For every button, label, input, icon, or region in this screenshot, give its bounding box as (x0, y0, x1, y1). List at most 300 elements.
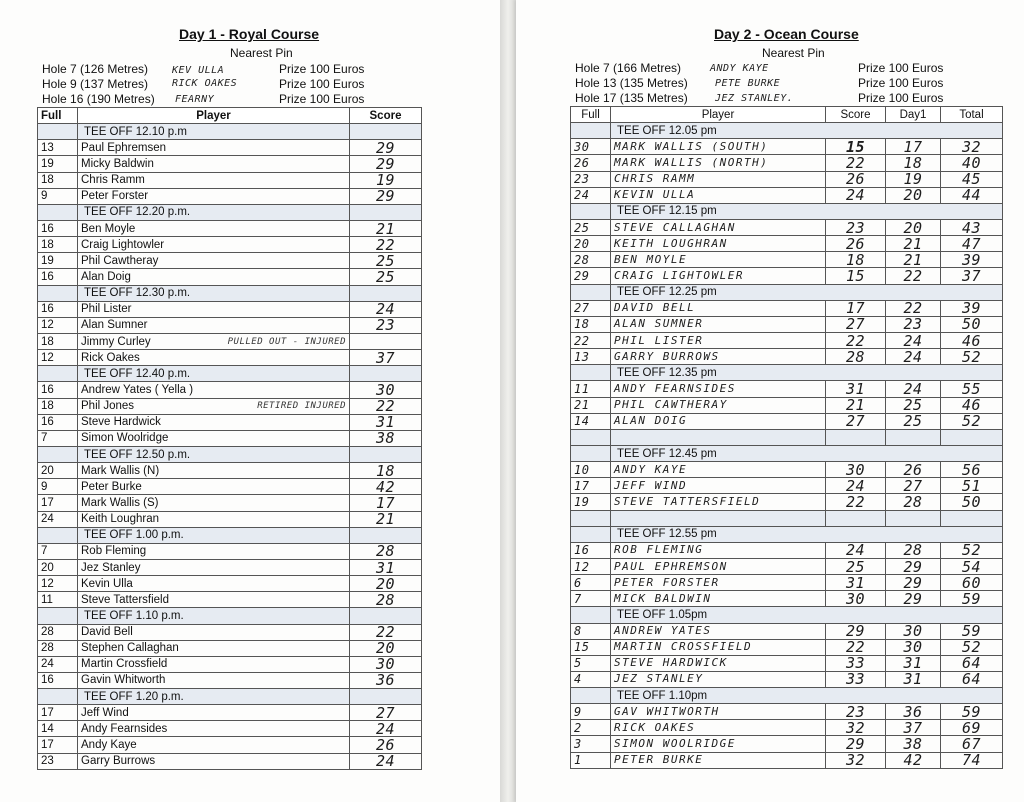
player-name: RICK OAKES (611, 720, 826, 736)
player-name: MARTIN CROSSFIELD (611, 639, 826, 655)
player-full-handicap: 12 (38, 576, 78, 592)
player-score: 27 (826, 316, 886, 332)
player-total: 44 (941, 187, 1003, 203)
player-row (571, 558, 1003, 574)
player-full-handicap: 19 (38, 156, 78, 172)
player-score: 24 (826, 542, 886, 558)
player-score: 20 (350, 576, 422, 592)
player-score: 32 (826, 752, 886, 768)
player-row (571, 462, 1003, 478)
player-day1-score: 38 (886, 736, 941, 752)
player-full-handicap: 24 (38, 656, 78, 672)
player-score (350, 333, 422, 349)
player-name: Steve Tattersfield (81, 593, 170, 606)
player-score: 27 (350, 705, 422, 721)
player-row (38, 301, 422, 317)
player-full-handicap: 30 (571, 139, 611, 155)
player-name: GAV WHITWORTH (611, 704, 826, 720)
player-day1-score: 30 (886, 639, 941, 655)
pin-hole: Hole 7 (166 Metres) (575, 61, 682, 75)
player-name-cell (78, 317, 350, 333)
player-score: 24 (350, 721, 422, 737)
player-name: Keith Loughran (81, 513, 160, 526)
day2-pin-row (575, 76, 965, 91)
player-score: 17 (826, 300, 886, 316)
tee-score-cell (350, 446, 422, 462)
player-name: Rick Oakes (81, 351, 140, 364)
player-day1-score: 31 (886, 655, 941, 671)
pin-hole: Hole 13 (135 Metres) (575, 76, 688, 90)
player-name-cell (78, 333, 350, 349)
player-row (571, 155, 1003, 171)
player-name: MICK BALDWIN (611, 591, 826, 607)
player-name: Alan Doig (81, 270, 131, 283)
player-row (571, 655, 1003, 671)
player-row (571, 187, 1003, 203)
player-total: 52 (941, 542, 1003, 558)
player-row (571, 413, 1003, 429)
player-full-handicap: 28 (38, 640, 78, 656)
player-score: 22 (350, 237, 422, 253)
player-name: Peter Burke (81, 480, 142, 493)
player-name: STEVE HARDWICK (611, 655, 826, 671)
player-score: 26 (826, 171, 886, 187)
player-total: 43 (941, 219, 1003, 235)
player-name: Phil Lister (81, 303, 132, 316)
player-row (38, 398, 422, 414)
player-total: 74 (941, 752, 1003, 768)
col-full-header: Full (571, 107, 611, 123)
player-full-handicap: 18 (38, 333, 78, 349)
player-full-handicap: 9 (38, 479, 78, 495)
player-name: Ben Moyle (81, 222, 136, 235)
player-day1-score: 36 (886, 704, 941, 720)
player-row (38, 576, 422, 592)
table-header-row (571, 107, 1003, 123)
player-full-handicap: 10 (571, 462, 611, 478)
tee-full-cell (38, 285, 78, 301)
player-day1-score: 24 (886, 381, 941, 397)
player-row (571, 316, 1003, 332)
tee-full-cell (571, 203, 611, 219)
tee-off-label: TEE OFF 12.05 pm (611, 123, 1003, 139)
player-row (38, 640, 422, 656)
table-header-row (38, 108, 422, 124)
player-name: SIMON WOOLRIDGE (611, 736, 826, 752)
player-name-cell (78, 382, 350, 398)
tee-full-cell (38, 608, 78, 624)
player-row (38, 656, 422, 672)
player-name: ALAN DOIG (611, 413, 826, 429)
player-day1-score: 20 (886, 187, 941, 203)
player-score: 28 (350, 592, 422, 608)
player-name: Andrew Yates ( Yella ) (81, 383, 194, 396)
player-row (38, 172, 422, 188)
player-name-cell (78, 705, 350, 721)
player-full-handicap: 15 (571, 639, 611, 655)
player-full-handicap: 7 (571, 591, 611, 607)
player-name-cell (78, 237, 350, 253)
player-row (38, 269, 422, 285)
player-total: 37 (941, 268, 1003, 284)
player-full-handicap: 6 (571, 575, 611, 591)
pin-hole: Hole 9 (137 Metres) (42, 77, 149, 91)
player-full-handicap: 16 (571, 542, 611, 558)
player-name: KEITH LOUGHRAN (611, 236, 826, 252)
tee-off-label: TEE OFF 12.35 pm (611, 365, 1003, 381)
player-name-cell (78, 672, 350, 688)
player-full-handicap: 11 (38, 592, 78, 608)
player-full-handicap: 17 (38, 495, 78, 511)
player-row (38, 543, 422, 559)
player-score: 24 (826, 478, 886, 494)
player-name: Paul Ephremsen (81, 141, 167, 154)
player-row (571, 575, 1003, 591)
tee-off-row (38, 689, 422, 705)
player-name-cell (78, 479, 350, 495)
player-full-handicap: 4 (571, 671, 611, 687)
player-row (571, 736, 1003, 752)
tee-off-label: TEE OFF 1.20 p.m. (78, 689, 350, 705)
player-name: MARK WALLIS (SOUTH) (611, 139, 826, 155)
pin-prize: Prize 100 Euros (858, 91, 944, 105)
player-score: 30 (826, 591, 886, 607)
player-name-cell (78, 156, 350, 172)
player-full-handicap: 7 (38, 543, 78, 559)
player-score: 31 (350, 414, 422, 430)
player-name-cell (78, 737, 350, 753)
player-name: Mark Wallis (N) (81, 464, 160, 477)
day1-pin-row (42, 62, 382, 77)
player-full-handicap: 17 (38, 705, 78, 721)
player-row (38, 559, 422, 575)
player-row (38, 737, 422, 753)
player-score: 25 (350, 269, 422, 285)
player-name: JEZ STANLEY (611, 671, 826, 687)
pin-winner: JEZ STANLEY. (715, 93, 794, 104)
player-total: 55 (941, 381, 1003, 397)
player-day1-score: 29 (886, 558, 941, 574)
player-name-cell (78, 220, 350, 236)
player-name: Alan Sumner (81, 319, 148, 332)
player-score: 37 (350, 350, 422, 366)
player-total: 59 (941, 591, 1003, 607)
player-day1-score: 37 (886, 720, 941, 736)
player-day1-score: 18 (886, 155, 941, 171)
tee-full-cell (38, 527, 78, 543)
player-full-handicap: 29 (571, 268, 611, 284)
tee-off-label: TEE OFF 12.10 p.m (78, 124, 350, 140)
player-day1-score: 17 (886, 139, 941, 155)
player-name: JEFF WIND (611, 478, 826, 494)
player-name-cell (78, 511, 350, 527)
player-row (38, 156, 422, 172)
player-full-handicap: 19 (38, 253, 78, 269)
player-score: 20 (350, 640, 422, 656)
player-day1-score: 29 (886, 575, 941, 591)
pin-prize: Prize 100 Euros (279, 92, 365, 106)
tee-full-cell (38, 124, 78, 140)
player-note: PULLED OUT - INJURED (227, 336, 346, 347)
blank-row (571, 510, 1003, 526)
player-row (38, 721, 422, 737)
tee-off-label: TEE OFF 12.20 p.m. (78, 204, 350, 220)
player-name-cell (78, 592, 350, 608)
player-name-cell (78, 172, 350, 188)
player-full-handicap: 28 (571, 252, 611, 268)
player-day1-score: 24 (886, 332, 941, 348)
day2-pin-row (575, 91, 965, 106)
pin-winner: FEARNY (175, 94, 215, 105)
player-score: 22 (826, 494, 886, 510)
player-score: 29 (350, 140, 422, 156)
player-row (38, 317, 422, 333)
player-score: 19 (350, 172, 422, 188)
player-row (38, 495, 422, 511)
player-row (38, 414, 422, 430)
player-name: Martin Crossfield (81, 658, 168, 671)
day2-table-body (571, 123, 1003, 769)
tee-off-row (38, 608, 422, 624)
tee-score-cell (350, 527, 422, 543)
player-row (571, 639, 1003, 655)
player-name-cell (78, 414, 350, 430)
player-full-handicap: 14 (38, 721, 78, 737)
day2-nearest-pin-heading: Nearest Pin (762, 46, 825, 60)
tee-off-label: TEE OFF 12.55 pm (611, 526, 1003, 542)
tee-off-row (571, 284, 1003, 300)
pin-hole: Hole 7 (126 Metres) (42, 62, 149, 76)
player-total: 52 (941, 413, 1003, 429)
player-day1-score: 22 (886, 300, 941, 316)
tee-full-cell (571, 284, 611, 300)
player-name-cell (78, 495, 350, 511)
player-full-handicap: 27 (571, 300, 611, 316)
pin-winner: KEV ULLA (172, 65, 225, 76)
player-name: Mark Wallis (S) (81, 496, 159, 509)
player-total: 47 (941, 236, 1003, 252)
player-name: Garry Burrows (81, 755, 156, 768)
player-score: 22 (826, 332, 886, 348)
player-name-cell (78, 543, 350, 559)
player-score: 33 (826, 671, 886, 687)
player-day1-score: 30 (886, 623, 941, 639)
player-full-handicap: 25 (571, 219, 611, 235)
player-row (38, 382, 422, 398)
player-score: 15 (826, 268, 886, 284)
player-score: 26 (350, 737, 422, 753)
player-name: PAUL EPHREMSON (611, 558, 826, 574)
player-row (571, 236, 1003, 252)
col-score-header: Score (826, 107, 886, 123)
player-score: 36 (350, 672, 422, 688)
player-score: 18 (826, 252, 886, 268)
tee-off-label: TEE OFF 12.50 p.m. (78, 446, 350, 462)
player-full-handicap: 9 (38, 188, 78, 204)
player-full-handicap: 23 (571, 171, 611, 187)
player-name-cell (78, 640, 350, 656)
player-score: 29 (826, 623, 886, 639)
player-full-handicap: 18 (38, 172, 78, 188)
player-row (38, 511, 422, 527)
blank-cell (826, 429, 886, 445)
player-row (38, 220, 422, 236)
player-score: 24 (350, 301, 422, 317)
tee-off-row (571, 607, 1003, 623)
player-full-handicap: 22 (571, 332, 611, 348)
player-total: 64 (941, 655, 1003, 671)
player-total: 59 (941, 623, 1003, 639)
player-name-cell (78, 559, 350, 575)
player-full-handicap: 13 (571, 349, 611, 365)
player-full-handicap: 17 (38, 737, 78, 753)
tee-off-row (38, 204, 422, 220)
tee-full-cell (38, 204, 78, 220)
player-day1-score: 24 (886, 349, 941, 365)
tee-off-label: TEE OFF 1.10pm (611, 688, 1003, 704)
player-row (38, 333, 422, 349)
player-row (571, 381, 1003, 397)
player-row (571, 704, 1003, 720)
player-name-cell (78, 253, 350, 269)
player-row (38, 253, 422, 269)
player-row (571, 752, 1003, 768)
player-full-handicap: 1 (571, 752, 611, 768)
player-row (38, 188, 422, 204)
player-row (38, 140, 422, 156)
tee-off-row (38, 124, 422, 140)
player-name-cell (78, 463, 350, 479)
player-score: 24 (826, 187, 886, 203)
player-day1-score: 21 (886, 236, 941, 252)
player-day1-score: 21 (886, 252, 941, 268)
player-name-cell (78, 656, 350, 672)
player-score: 31 (350, 559, 422, 575)
player-day1-score: 20 (886, 219, 941, 235)
player-name: Chris Ramm (81, 174, 145, 187)
player-name: STEVE CALLAGHAN (611, 219, 826, 235)
player-name: Simon Woolridge (81, 432, 169, 445)
player-row (38, 463, 422, 479)
day1-table-body (38, 124, 422, 770)
player-full-handicap: 18 (38, 237, 78, 253)
tee-full-cell (571, 445, 611, 461)
player-total: 54 (941, 558, 1003, 574)
blank-cell (941, 429, 1003, 445)
player-score: 23 (350, 317, 422, 333)
tee-off-row (571, 445, 1003, 461)
player-name-cell (78, 576, 350, 592)
player-row (571, 349, 1003, 365)
player-full-handicap: 16 (38, 269, 78, 285)
player-total: 32 (941, 139, 1003, 155)
player-name: David Bell (81, 626, 133, 639)
pin-hole: Hole 16 (190 Metres) (42, 92, 155, 106)
day1-score-table (37, 107, 422, 770)
player-name-cell (78, 398, 350, 414)
player-row (571, 623, 1003, 639)
player-day1-score: 22 (886, 268, 941, 284)
player-name-cell (78, 721, 350, 737)
player-row (571, 478, 1003, 494)
player-score: 17 (350, 495, 422, 511)
player-name: Craig Lightowler (81, 238, 165, 251)
tee-off-row (38, 285, 422, 301)
player-score: 22 (826, 155, 886, 171)
player-name: ANDY KAYE (611, 462, 826, 478)
player-full-handicap: 18 (571, 316, 611, 332)
player-full-handicap: 16 (38, 414, 78, 430)
player-name: CHRIS RAMM (611, 171, 826, 187)
tee-off-row (571, 688, 1003, 704)
player-day1-score: 28 (886, 542, 941, 558)
player-name: Stephen Callaghan (81, 642, 179, 655)
player-score: 38 (350, 430, 422, 446)
player-score: 30 (826, 462, 886, 478)
player-day1-score: 26 (886, 462, 941, 478)
tee-off-row (38, 366, 422, 382)
day2-page (516, 0, 1024, 802)
day1-pin-row (42, 92, 382, 107)
player-day1-score: 23 (886, 316, 941, 332)
player-total: 52 (941, 349, 1003, 365)
pin-winner: ANDY KAYE (710, 63, 769, 74)
player-total: 69 (941, 720, 1003, 736)
tee-off-label: TEE OFF 12.15 pm (611, 203, 1003, 219)
player-total: 40 (941, 155, 1003, 171)
player-score: 21 (826, 397, 886, 413)
player-score: 33 (826, 655, 886, 671)
player-total: 56 (941, 462, 1003, 478)
player-row (571, 171, 1003, 187)
player-total: 50 (941, 316, 1003, 332)
col-player-header: Player (611, 107, 826, 123)
player-name: Jez Stanley (81, 561, 141, 574)
tee-off-label: TEE OFF 12.40 p.m. (78, 366, 350, 382)
player-total: 46 (941, 332, 1003, 348)
player-name: Andy Kaye (81, 739, 137, 752)
player-name: Kevin Ulla (81, 577, 133, 590)
player-total: 60 (941, 575, 1003, 591)
player-score: 29 (350, 188, 422, 204)
blank-cell (571, 429, 611, 445)
day1-page (0, 0, 500, 802)
tee-off-row (571, 123, 1003, 139)
player-name-cell (78, 301, 350, 317)
day1-title: Day 1 - Royal Course (179, 26, 320, 42)
player-score: 25 (826, 558, 886, 574)
player-total: 59 (941, 704, 1003, 720)
player-score: 26 (826, 236, 886, 252)
player-note: RETIRED INJURED (257, 401, 346, 412)
player-total: 50 (941, 494, 1003, 510)
tee-full-cell (571, 607, 611, 623)
player-full-handicap: 5 (571, 655, 611, 671)
player-row (38, 479, 422, 495)
pin-prize: Prize 100 Euros (858, 76, 944, 90)
player-row (571, 252, 1003, 268)
player-score: 29 (350, 156, 422, 172)
player-total: 46 (941, 397, 1003, 413)
player-row (571, 300, 1003, 316)
player-full-handicap: 24 (38, 511, 78, 527)
player-full-handicap: 16 (38, 672, 78, 688)
player-full-handicap: 20 (571, 236, 611, 252)
player-full-handicap: 17 (571, 478, 611, 494)
player-name: Gavin Whitworth (81, 674, 166, 687)
col-day1-header: Day1 (886, 107, 941, 123)
player-score: 23 (826, 704, 886, 720)
